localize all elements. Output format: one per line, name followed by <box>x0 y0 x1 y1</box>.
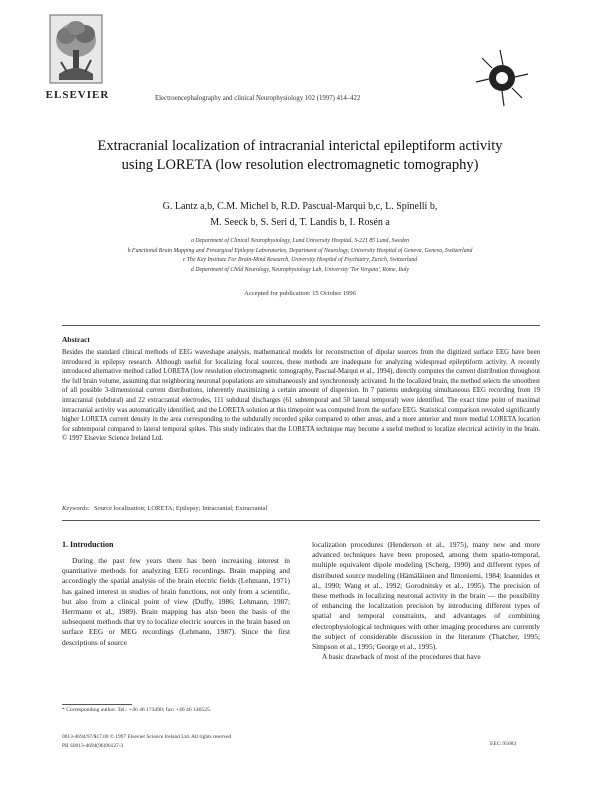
article-title: Extracranial localization of intracranial interictal epileptiform activity using LORETA (low resolution electromagnetic tomography) <box>97 138 503 173</box>
accepted-date: Accepted for publication: 15 October 1996 <box>244 290 356 297</box>
abstract-heading: Abstract <box>62 335 90 344</box>
paragraph: localization procedures (Henderson et al., 1975), many new and more advanced techniques have been proposed, among them spatio-temporal, multiple equivalent dipole modeling (Scherg, 1990) and different types of distributed source modeling (Hämäläinen and Ilmoniemi, 1984; Ioannides et al., 1990; Wang et al., 1992; Gorodnitsky et al., 1995). The precision of these methods in localizing neuronal activity in the brain — the possibility of enhancing the localization precision by introducing different types of spatial and temporal constraints, and advantages of combining electrophysiological techniques with other imaging procedures are currently the subject of considerable discussion in the literature (Thatcher, 1995; Simpson et al., 1995; George et al., 1995). <box>312 540 540 652</box>
affiliation-a: a Department of Clinical Neurophysiology, Lund University Hospital, S-221 85 Lund, Sweden <box>190 238 410 244</box>
corresponding-author-footnote: * Corresponding author. Tel.: +46 46 173490; fax: +46 46 146525. <box>62 707 212 713</box>
copyright-notice <box>62 733 332 750</box>
section-heading: 1. Introduction <box>62 540 114 549</box>
footnote-rule <box>62 704 132 705</box>
author-list <box>80 199 520 231</box>
journal-citation: Electroencephalography and clinical Neurophysiology 102 (1997) 414–422 <box>155 95 361 102</box>
affiliation-d: d Department of Child Neurology, Neurophysiology Lab, University 'Tor Vergata', Rome, Italy <box>190 266 410 273</box>
abstract-text: Besides the standard clinical methods of EEG waveshape analysis, mathematical models for reconstruction of dipolar sources from the digitized surface EEG have been introduced in epilepsy research. Although useful for localizing focal sources, these methods are inadequate for analyzing widespread epileptiform activity. A recently introduced alternative method called LORETA (low resolution electromagnetic tomography, Pascual-Marqui et al., 1994), directly computes the current distribution throughout the full brain volume, assuming that neighboring neuronal populations are simultaneously and synchronously activated. In the localized brain, the method selects the smoothest of all possible 3-dimensional current distributions, inherently maximizing a certain amount of dispersion. In 7 patients undergoing simultaneous EEG recording from 19 intracranial (subdural) and 22 extracranial electrodes, 111 subdural discharges (61 subtemporal and 50 lateral temporal) were identified. The exact time point of maximal intracranial activity was automatically identified, and the LORETA solution at this timepoint was computed from the surface EEG. Statistical comparison revealed significantly higher LORETA current density in the area corresponding to the subdurally recorded spike compared to other areas, and a more anterior and more medial LORETA location for subtemporal compared to lateral temporal spikes. This study indicates that the LORETA technique may become a useful method to localize electrical activity in the brain. © 1997 Elsevier Science Ireland Ltd. <box>62 349 540 443</box>
authors-line-2: M. Seeck b, S. Seri d, T. Landis b, I. Rosén a <box>210 217 390 228</box>
publisher-logo <box>40 14 115 108</box>
body-column-right <box>312 540 540 662</box>
affiliation-c: c The Key Institute For Brain-Mind Research, University Hospital of Psychiatry, Zurich, Switzerland <box>182 257 418 263</box>
pii-line: PII S0013-4694(96)96127-3 <box>62 742 124 749</box>
paragraph: During the past few years there has been increasing interest in quantitative methods for analyzing EEG recordings. Brain mapping and accordingly the spatial analysis of the brain electric fields (Lehmann, 1971) has gained interest in studies of brain functions, not only from a scientific, but also from a clinical point of view (Duffy, 1986; Lehmann, 1987; Herrmann et al., 1989). Brain mapping has also been the basis of the subsequent methods that try to localize electric sources in the brain based on surface EEG or MEG recordings (Lehmann, 1987). Since the first descriptions of source <box>62 556 290 647</box>
keywords-label: Keywords: <box>62 505 90 512</box>
publisher-name: ELSEVIER <box>45 89 110 101</box>
journal-emblem-icon <box>470 48 530 108</box>
elsevier-tree-icon <box>49 14 103 84</box>
keywords <box>62 505 540 512</box>
affiliation-b: b Functional Brain Mapping and Presurgical Epilepsy Laboratories, Department of Neurology, University Hospital of Geneva, Geneva, Switzerland <box>127 247 473 254</box>
body-column-left <box>62 556 290 648</box>
keywords-list: Source localization; LORETA; Epilepsy; Intracranial; Extracranial <box>93 505 268 512</box>
copyright-line: 0013-4694/97/$17.00 © 1997 Elsevier Science Ireland Ltd. All rights reserved <box>62 734 232 740</box>
divider-top <box>62 325 540 326</box>
authors-line-1: G. Lantz a,b, C.M. Michel b, R.D. Pascual-Marqui b,c, L. Spinelli b, <box>162 201 438 212</box>
article-code: EEG 95683 <box>490 741 517 747</box>
divider-bottom <box>62 520 540 521</box>
paragraph: A basic drawback of most of the procedures that have <box>322 652 481 662</box>
affiliations <box>68 237 532 275</box>
